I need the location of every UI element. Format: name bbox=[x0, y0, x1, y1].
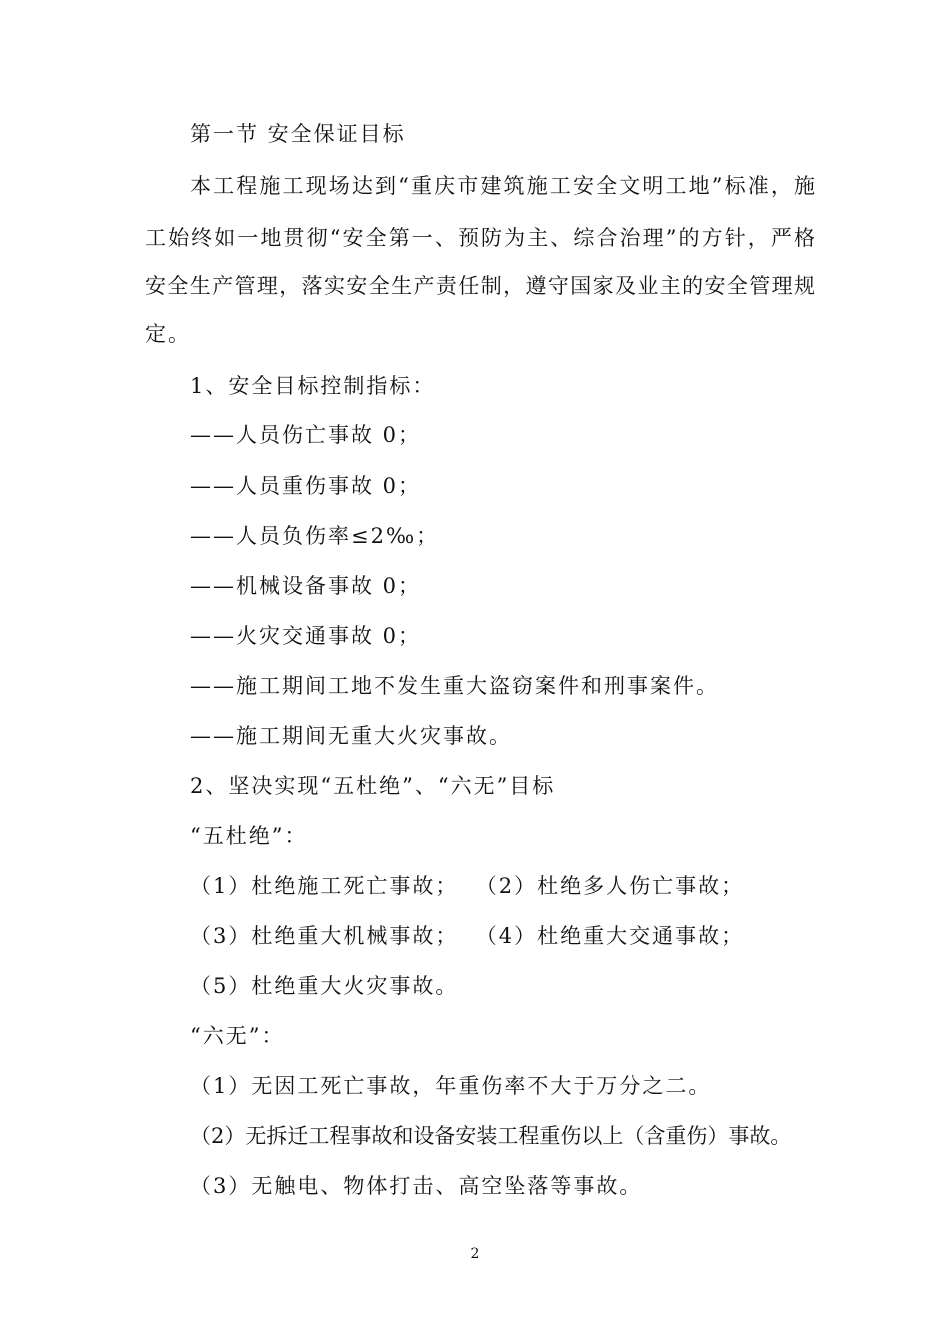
target-item: ——施工期间工地不发生重大盗窃案件和刑事案件。 bbox=[190, 674, 719, 698]
target-item: ——施工期间无重大火灾事故。 bbox=[190, 724, 512, 748]
target-item: ——人员重伤事故 0； bbox=[190, 474, 422, 498]
five-eliminations-line: （1）杜绝施工死亡事故； （2）杜绝多人伤亡事故； bbox=[190, 874, 745, 898]
five-eliminations-line: （3）杜绝重大机械事故； （4）杜绝重大交通事故； bbox=[190, 924, 745, 948]
intro-line-2: 工始终如一地贯彻“安全第一、预防为主、综合治理”的方针，严格 bbox=[145, 226, 815, 250]
five-eliminations-line: （5）杜绝重大火灾事故。 bbox=[190, 974, 459, 998]
target-item: ——人员负伤率≤2‰； bbox=[190, 524, 440, 548]
target-item: ——机械设备事故 0； bbox=[190, 574, 422, 598]
six-nones-line: （1）无因工死亡事故，年重伤率不大于万分之二。 bbox=[190, 1074, 712, 1098]
target-item: ——火灾交通事故 0； bbox=[190, 624, 422, 648]
five-eliminations-title: “五杜绝”： bbox=[190, 824, 308, 848]
page-number: 2 bbox=[470, 1246, 480, 1262]
goals-heading: 2、坚决实现“五杜绝”、“六无”目标 bbox=[190, 774, 556, 798]
intro-line-1: 本工程施工现场达到“重庆市建筑施工安全文明工地”标准，施 bbox=[190, 174, 815, 198]
section-heading: 第一节 安全保证目标 bbox=[190, 122, 406, 146]
intro-line-4: 定。 bbox=[145, 322, 191, 346]
target-item: ——人员伤亡事故 0； bbox=[190, 423, 422, 447]
six-nones-line: （3）无触电、物体打击、高空坠落等事故。 bbox=[190, 1174, 643, 1198]
intro-line-3: 安全生产管理，落实安全生产责任制，遵守国家及业主的安全管理规 bbox=[145, 274, 815, 298]
targets-heading: 1、安全目标控制指标： bbox=[190, 374, 436, 398]
six-nones-title: “六无”： bbox=[190, 1024, 285, 1048]
six-nones-line: （2）无拆迁工程事故和设备安装工程重伤以上（含重伤）事故。 bbox=[190, 1124, 792, 1148]
